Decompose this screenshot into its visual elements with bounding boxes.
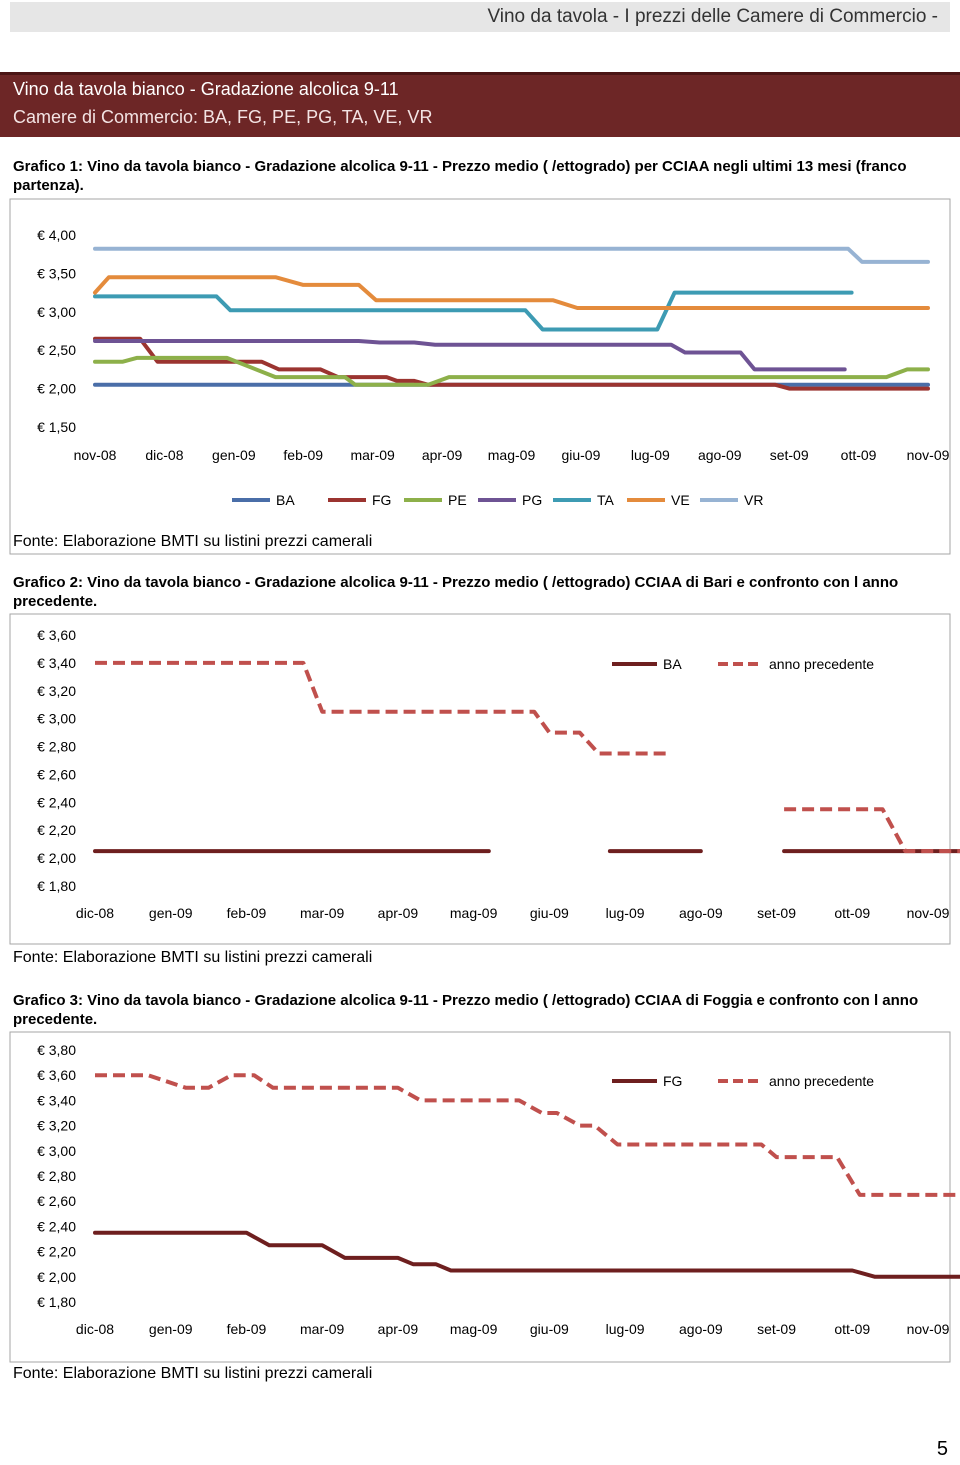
y-tick-label: € 2,00 bbox=[37, 850, 76, 867]
x-tick-label: mag-09 bbox=[449, 905, 498, 921]
legend-label: VE bbox=[671, 492, 690, 508]
x-tick-label: feb-09 bbox=[283, 447, 324, 463]
x-tick-label: giu-09 bbox=[561, 447, 601, 463]
y-tick-label: € 2,60 bbox=[37, 766, 76, 783]
y-tick-label: € 2,00 bbox=[37, 380, 76, 397]
x-tick-label: giu-09 bbox=[529, 1321, 569, 1337]
chart-3-foggia-comparison bbox=[0, 1032, 960, 1362]
y-tick-label: € 2,60 bbox=[37, 1193, 76, 1210]
series-line-anno-precedente bbox=[784, 809, 960, 851]
legend-label: TA bbox=[597, 492, 614, 508]
y-tick-label: € 3,40 bbox=[37, 654, 76, 671]
y-tick-label: € 3,00 bbox=[37, 303, 76, 320]
y-tick-label: € 3,00 bbox=[37, 710, 76, 727]
y-tick-label: € 3,40 bbox=[37, 1092, 76, 1109]
y-tick-label: € 2,80 bbox=[37, 1168, 76, 1184]
y-tick-label: € 2,20 bbox=[37, 1243, 76, 1260]
chart-3-source: Fonte: Elaborazione BMTI su listini prezzi camerali bbox=[13, 1365, 373, 1382]
series-line-vr bbox=[95, 249, 928, 262]
y-tick-label: € 1,80 bbox=[37, 878, 76, 894]
legend-label: PE bbox=[448, 492, 467, 508]
x-tick-label: lug-09 bbox=[630, 447, 670, 463]
x-tick-label: ott-09 bbox=[840, 447, 877, 463]
y-tick-label: € 2,80 bbox=[37, 738, 76, 755]
x-tick-label: mag-09 bbox=[449, 1321, 498, 1337]
series-line-fg bbox=[95, 1233, 960, 1277]
x-tick-label: dic-08 bbox=[75, 905, 115, 921]
x-tick-label: lug-09 bbox=[605, 905, 645, 921]
y-tick-label: € 2,50 bbox=[37, 342, 76, 359]
x-tick-label: ott-09 bbox=[834, 1321, 871, 1337]
y-tick-label: € 2,00 bbox=[37, 1268, 76, 1285]
legend-label: VR bbox=[744, 492, 764, 508]
y-tick-label: € 3,20 bbox=[37, 682, 76, 699]
y-tick-label: € 2,40 bbox=[37, 1218, 76, 1235]
series-line-anno-precedente bbox=[95, 1075, 960, 1233]
legend-label: PG bbox=[522, 492, 543, 508]
x-tick-label: giu-09 bbox=[529, 905, 569, 921]
x-tick-label: set-09 bbox=[757, 905, 797, 921]
series-line-anno-precedente bbox=[95, 663, 667, 754]
page-number: 5 bbox=[936, 1438, 948, 1460]
chart-1-source: Fonte: Elaborazione BMTI su listini prezzi camerali bbox=[13, 533, 373, 550]
x-tick-label: nov-08 bbox=[73, 447, 117, 463]
legend-label: BA bbox=[663, 656, 682, 672]
y-tick-label: € 3,50 bbox=[37, 265, 76, 282]
series-line-pg bbox=[95, 341, 845, 369]
chart-3-caption: Grafico 3: Vino da tavola bianco - Gradazione alcolica 9-11 - Prezzo medio ( /ettogrado) CCIAA di Foggia e confronto con l anno precedente. bbox=[13, 992, 919, 1028]
section-title: Vino da tavola bianco - Gradazione alcolica 9-11 bbox=[13, 79, 399, 99]
y-tick-label: € 2,40 bbox=[37, 794, 76, 811]
y-tick-label: € 3,60 bbox=[37, 1067, 76, 1084]
y-tick-label: € 4,00 bbox=[37, 227, 76, 243]
x-tick-label: mar-09 bbox=[300, 905, 345, 921]
x-tick-label: apr-09 bbox=[421, 447, 463, 463]
x-tick-label: feb-09 bbox=[226, 1321, 267, 1337]
x-tick-label: mar-09 bbox=[300, 1321, 345, 1337]
x-tick-label: gen-09 bbox=[212, 447, 256, 463]
x-tick-label: nov-09 bbox=[906, 447, 950, 463]
x-tick-label: set-09 bbox=[769, 447, 809, 463]
y-tick-label: € 3,20 bbox=[37, 1117, 76, 1134]
y-tick-label: € 3,00 bbox=[37, 1142, 76, 1159]
chart-2-source: Fonte: Elaborazione BMTI su listini prezzi camerali bbox=[13, 949, 373, 966]
section-subtitle: Camere di Commercio: BA, FG, PE, PG, TA, VE, VR bbox=[13, 107, 433, 127]
x-tick-label: dic-08 bbox=[75, 1321, 115, 1337]
legend-label: anno precedente bbox=[769, 656, 875, 672]
x-tick-label: apr-09 bbox=[377, 1321, 419, 1337]
x-tick-label: set-09 bbox=[757, 1321, 797, 1337]
x-tick-label: ott-09 bbox=[834, 905, 871, 921]
x-tick-label: lug-09 bbox=[605, 1321, 645, 1337]
chart-2-caption: Grafico 2: Vino da tavola bianco - Gradazione alcolica 9-11 - Prezzo medio ( /ettogrado) CCIAA di Bari e confronto con l anno precedente. bbox=[13, 574, 899, 610]
x-tick-label: dic-08 bbox=[145, 447, 184, 463]
chart-1-price-by-chamber bbox=[0, 197, 960, 562]
y-tick-label: € 1,80 bbox=[37, 1294, 76, 1310]
x-tick-label: gen-09 bbox=[148, 1321, 193, 1337]
legend-label: FG bbox=[372, 492, 392, 508]
x-tick-label: ago-09 bbox=[679, 905, 723, 921]
section-banner bbox=[0, 72, 960, 137]
legend-label: FG bbox=[663, 1073, 683, 1089]
x-tick-label: ago-09 bbox=[697, 447, 742, 463]
x-tick-label: mag-09 bbox=[487, 447, 536, 463]
series-line-ta bbox=[95, 293, 852, 330]
y-tick-label: € 3,80 bbox=[37, 1042, 76, 1058]
y-tick-label: € 2,20 bbox=[37, 822, 76, 839]
y-tick-label: € 3,60 bbox=[37, 627, 76, 643]
x-tick-label: ago-09 bbox=[679, 1321, 723, 1337]
header-bar bbox=[10, 2, 950, 32]
x-tick-label: gen-09 bbox=[148, 905, 193, 921]
x-tick-label: apr-09 bbox=[377, 905, 419, 921]
y-tick-label: € 1,50 bbox=[37, 419, 76, 435]
legend-label: BA bbox=[276, 492, 295, 508]
legend-label: anno precedente bbox=[769, 1073, 875, 1089]
chart-2-bari-comparison bbox=[0, 614, 960, 944]
x-tick-label: nov-09 bbox=[906, 1321, 950, 1337]
x-tick-label: mar-09 bbox=[350, 447, 395, 463]
x-tick-label: nov-09 bbox=[906, 905, 950, 921]
x-tick-label: feb-09 bbox=[226, 905, 267, 921]
chart-1-caption: Grafico 1: Vino da tavola bianco - Gradazione alcolica 9-11 - Prezzo medio ( /ettogrado) per CCIAA negli ultimi 13 mesi (franco partenza). bbox=[13, 158, 907, 194]
document-header-title: Vino da tavola - I prezzi delle Camere di Commercio - bbox=[487, 6, 938, 27]
